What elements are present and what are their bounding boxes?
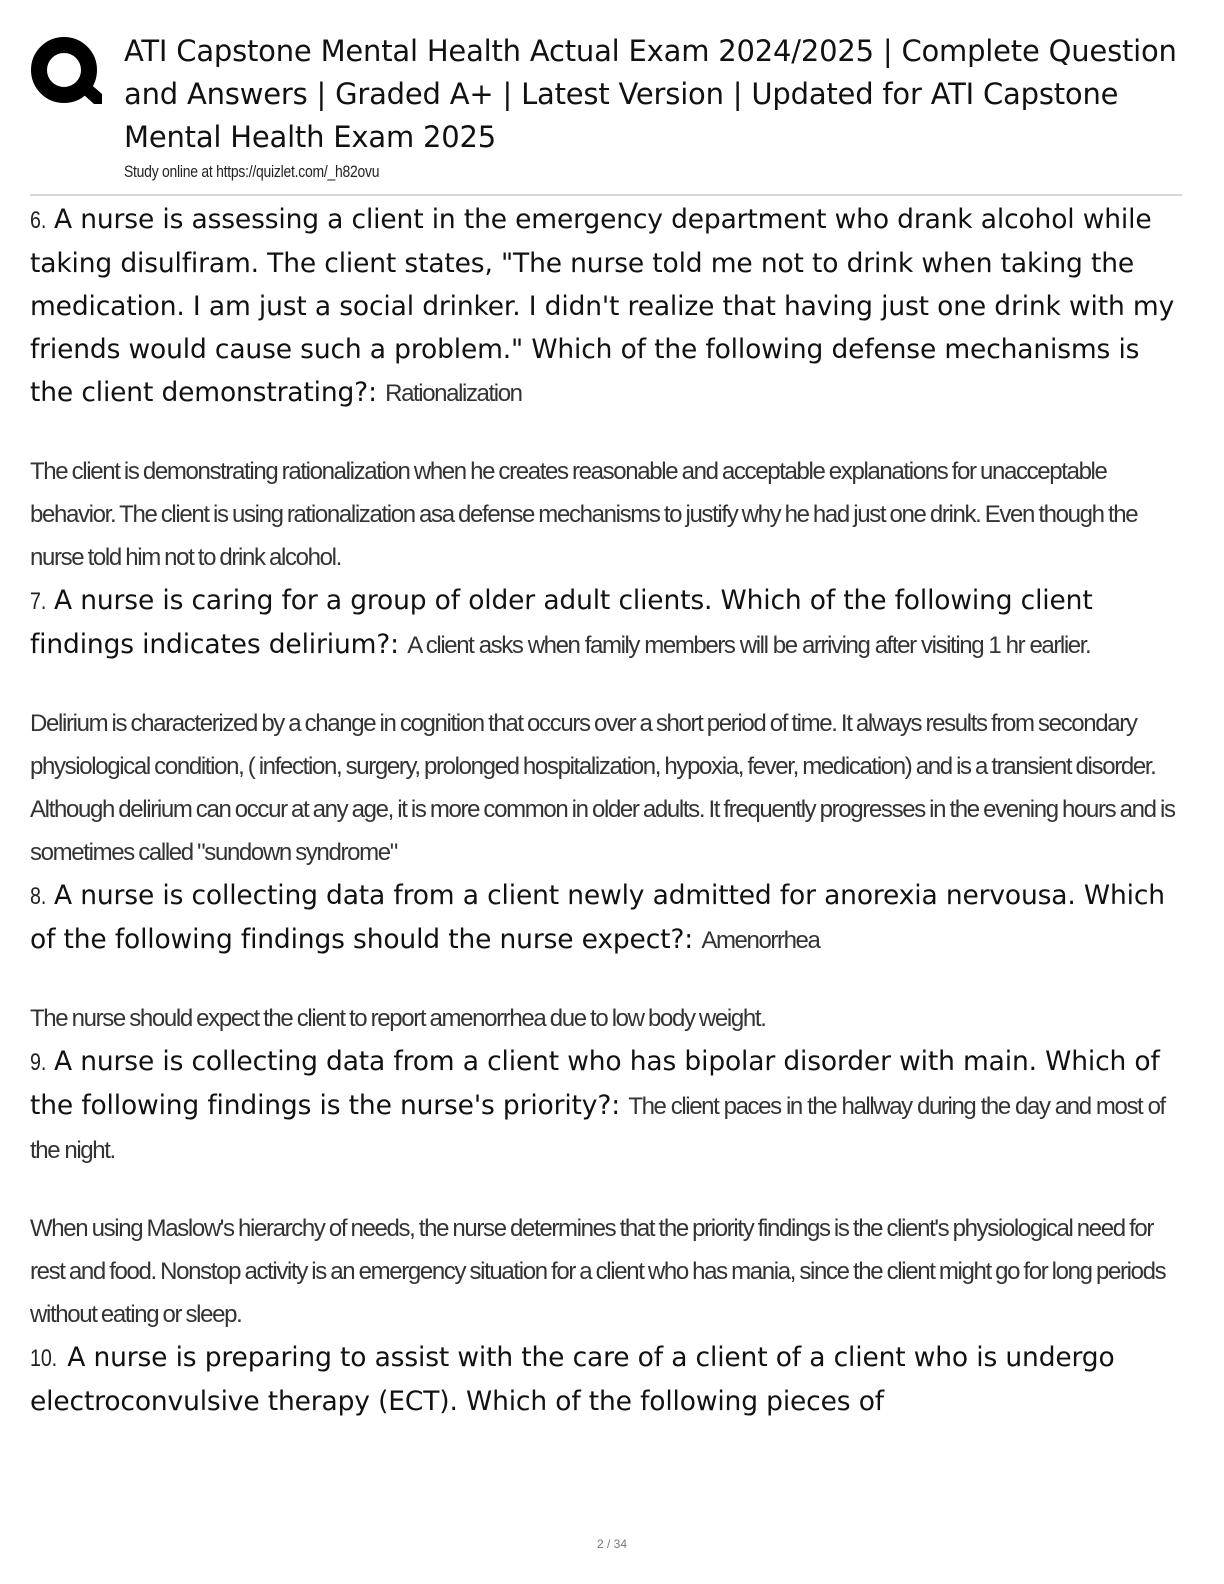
question-answer: Amenorrhea: [701, 927, 820, 954]
question-item: [30, 198, 1184, 579]
question-text: [30, 874, 1184, 962]
question-prompt: A nurse is preparing to assist with the care of a client of a client who is undergo electroconvulsive therapy (ECT). Which of the following pieces of: [30, 1342, 1115, 1417]
document-title: ATI Capstone Mental Health Actual Exam 2024/2025 | Complete Question and Answers | Graded A+ | Latest Version | Updated for ATI Capstone Mental Health Exam 2025: [124, 34, 1177, 154]
question-item: [30, 874, 1184, 1040]
question-number: 8.: [30, 883, 47, 910]
question-item: [30, 1040, 1184, 1336]
question-answer: A client asks when family members will be arriving after visiting 1 hr earlier.: [407, 632, 1091, 659]
answer-explanation: The client is demonstrating rationalization when he creates reasonable and acceptable explanations for unacceptable behavior. The client is using rationalization asa defense mechanisms to justify why he had just one drink. Even though the nurse told him not to drink alcohol.: [30, 458, 1138, 571]
answer-explanation: Delirium is characterized by a change in cognition that occurs over a short period of time. It always results from secondary physiological condition, ( infection, surgery, prolonged hospitalization, hypoxia, fever, medication) and is a transient disorder. Although delirium can occur at any age, it is more common in older adults. It frequently progresses in the evening hours and is sometimes called "sundown syndrome": [30, 710, 1175, 866]
question-number: 10.: [30, 1345, 57, 1372]
question-answer: Rationalization: [385, 380, 522, 407]
answer-explanation: When using Maslow's hierarchy of needs, the nurse determines that the priority findings is the client's physiological need for rest and food. Nonstop activity is an emergency situation for a client who has mania, since the client might go for long periods without eating or sleep.: [30, 1215, 1166, 1328]
question-number: 9.: [30, 1049, 47, 1076]
question-answer: The client paces in the hallway during the day and most of the night.: [30, 1093, 1165, 1164]
page-number: 2 / 34: [596, 1537, 628, 1551]
question-text: [30, 1336, 1184, 1423]
study-link-text[interactable]: Study online at https://quizlet.com/_h82ovu: [124, 162, 380, 181]
question-text: [30, 198, 1184, 415]
question-prompt: A nurse is collecting data from a client who has bipolar disorder with main. Which of the following findings is the nurse's priority?:: [30, 1046, 1160, 1121]
question-list: [30, 198, 1184, 1423]
question-prompt: A nurse is caring for a group of older adult clients. Which of the following client findings indicates delirium?:: [30, 585, 1093, 660]
question-item: [30, 1336, 1184, 1423]
question-number: 6.: [30, 207, 47, 234]
question-prompt: A nurse is collecting data from a client newly admitted for anorexia nervousa. Which of the following findings should the nurse expect?:: [30, 880, 1165, 955]
quizlet-q-logo-icon: [30, 34, 104, 110]
header-divider: [30, 194, 1182, 196]
question-prompt: A nurse is assessing a client in the emergency department who drank alcohol while taking disulfiram. The client states, "The nurse told me not to drink when taking the medication. I am just a social drinker. I didn't realize that having just one drink with my friends would cause such a problem." Which of the following defense mechanisms is the client demonstrating?:: [30, 204, 1175, 408]
question-item: [30, 579, 1184, 874]
question-text: [30, 1040, 1184, 1172]
question-text: [30, 579, 1184, 667]
answer-explanation: The nurse should expect the client to report amenorrhea due to low body weight.: [30, 1005, 766, 1032]
question-number: 7.: [30, 588, 47, 615]
